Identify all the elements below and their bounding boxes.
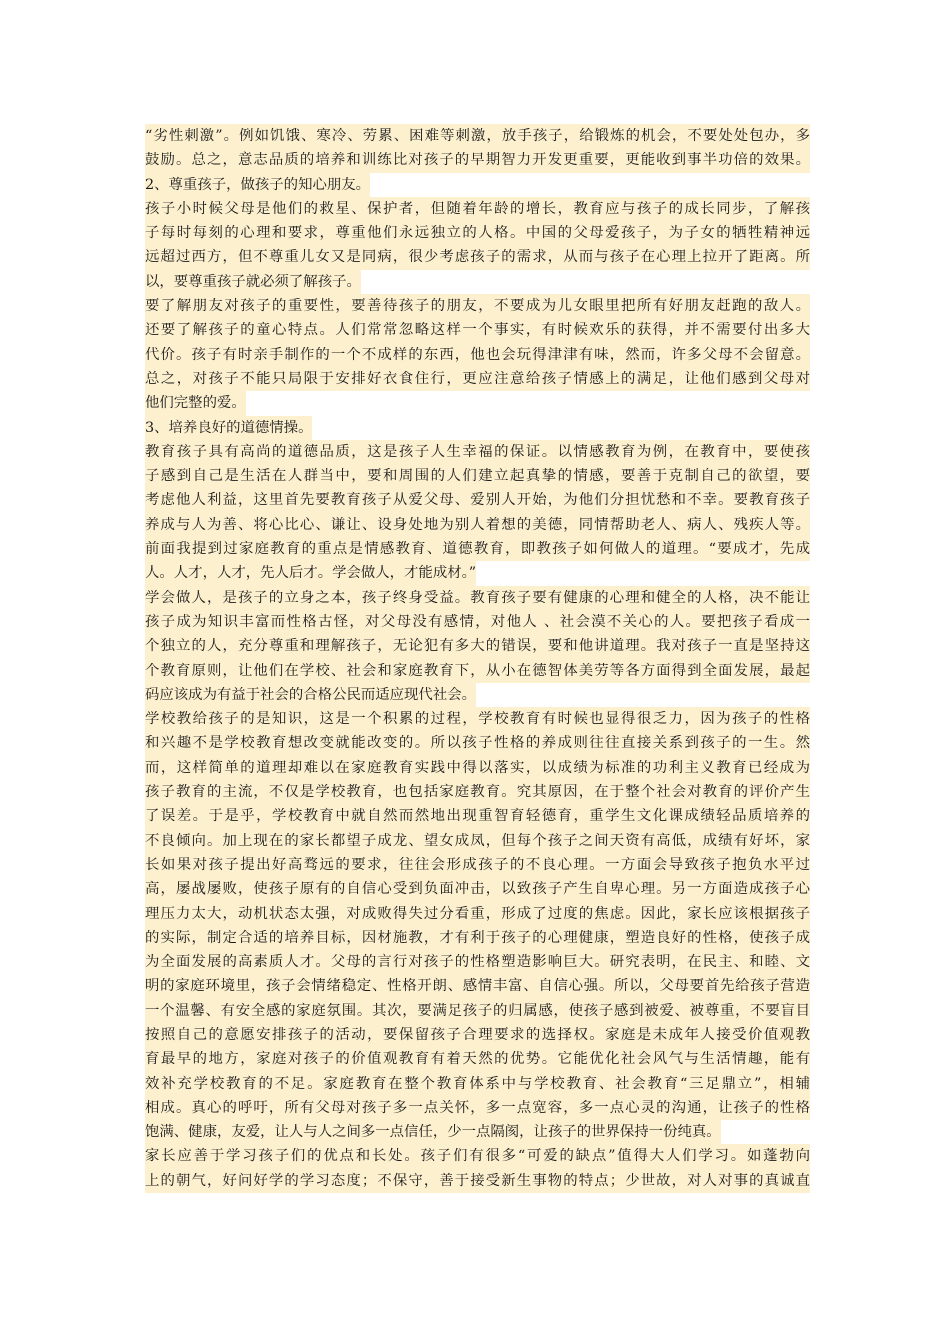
text-line [145, 245, 810, 269]
text-line [145, 148, 810, 172]
text-line [145, 731, 810, 755]
text-line [145, 853, 810, 877]
highlighted-text: 个独立的人，充分尊重和理解孩子，无论犯有多大的错误，要和他讲道理。我对孩子一直是坚持这 [145, 634, 810, 658]
text-line [145, 197, 810, 221]
highlighted-text: 孩子教育的主流，不仅是学校教育，也包括家庭教育。究其原因，在于整个社会对教育的评价产生 [145, 780, 810, 804]
text-line [145, 634, 810, 658]
text-line [145, 950, 810, 974]
text-line [145, 1096, 810, 1120]
highlighted-text: 2、尊重孩子，做孩子的知心朋友。 [145, 173, 370, 197]
highlighted-text: 饱满、健康，友爱，让人与人之间多一点信任，少一点隔阂，让孩子的世界保持一份纯真。 [145, 1120, 721, 1144]
highlighted-text: 还要了解孩子的童心特点。人们常常忽略这样一个事实，有时候欢乐的获得，并不需要付出多大 [145, 318, 810, 342]
highlighted-text: 孩子成为知识丰富而性格古怪，对父母没有感情，对他人 、社会漠不关心的人。要把孩子看成一 [145, 610, 810, 634]
highlighted-text: 长如果对孩子提出好高骛远的要求，往往会形成孩子的不良心理。一方面会导致孩子抱负水平过 [145, 853, 810, 877]
highlighted-text: 相成。真心的呼吁，所有父母对孩子多一点关怀，多一点宽容，多一点心灵的沟通，让孩子的性格 [145, 1096, 810, 1120]
highlighted-text: 码应该成为有益于社会的合格公民而适应现代社会。 [145, 683, 476, 707]
text-line [145, 999, 810, 1023]
text-line [145, 440, 810, 464]
highlighted-text: 鼓励。总之，意志品质的培养和训练比对孩子的早期智力开发更重要，更能收到事半功倍的效果。 [145, 148, 810, 172]
highlighted-text: 孩子小时候父母是他们的救星、保护者，但随着年龄的增长，教育应与孩子的成长同步，了解孩 [145, 197, 810, 221]
text-line [145, 318, 810, 342]
highlighted-text: 以，要尊重孩子就必须了解孩子。 [145, 270, 361, 294]
text-line [145, 1047, 810, 1071]
text-line [145, 804, 810, 828]
highlighted-text: 不良倾向。加上现在的家长都望子成龙、望女成凤，但每个孩子之间天资有高低，成绩有好坏，家 [145, 829, 810, 853]
text-line [145, 343, 810, 367]
text-line [145, 294, 810, 318]
highlighted-text: 教育孩子具有高尚的道德品质，这是孩子人生幸福的保证。以情感教育为例，在教育中，要使孩 [145, 440, 810, 464]
highlighted-text: 了误差。于是乎，学校教育中就自然而然地出现重智育轻德育，重学生文化课成绩轻品质培养的 [145, 804, 810, 828]
text-line [145, 756, 810, 780]
highlighted-text: 育最早的地方，家庭对孩子的价值观教育有着天然的优势。它能优化社会风气与生活情趣，能有 [145, 1047, 810, 1071]
highlighted-text: 为全面发展的高素质人才。父母的言行对孩子的性格塑造影响巨大。研究表明，在民主、和睦、文 [145, 950, 810, 974]
text-line [145, 1120, 810, 1144]
highlighted-text: 养成与人为善、将心比心、谦让、设身处地为别人着想的美德，同情帮助老人、病人、残疾人等。 [145, 513, 810, 537]
text-line [145, 416, 810, 440]
highlighted-text: 个教育原则，让他们在学校、社会和家庭教育下，从小在德智体美劳等各方面得到全面发展，最起 [145, 659, 810, 683]
text-line [145, 561, 810, 585]
highlighted-text: 而，这样简单的道理却难以在家庭教育实践中得以落实，以成绩为标准的功利主义教育已经成为 [145, 756, 810, 780]
text-line [145, 537, 810, 561]
text-line [145, 1144, 810, 1168]
highlighted-text: 和兴趣不是学校教育想改变就能改变的。所以孩子性格的养成则往往直接关系到孩子的一生。然 [145, 731, 810, 755]
text-line [145, 683, 810, 707]
text-line [145, 1072, 810, 1096]
highlighted-text: 一个温馨、有安全感的家庭氛围。其次，要满足孩子的归属感，使孩子感到被爱、被尊重，不要盲目 [145, 999, 810, 1023]
document-page [145, 124, 810, 1193]
text-line [145, 513, 810, 537]
highlighted-text: 要了解朋友对孩子的重要性，要善待孩子的朋友，不要成为儿女眼里把所有好朋友赶跑的敌人。 [145, 294, 810, 318]
text-line [145, 974, 810, 998]
highlighted-text: 子每时每刻的心理和要求，尊重他们永远独立的人格。中国的父母爱孩子，为子女的牺牲精神远 [145, 221, 810, 245]
highlighted-text: 学会做人，是孩子的立身之本，孩子终身受益。教育孩子要有健康的心理和健全的人格，决不能让 [145, 586, 810, 610]
text-line [145, 1169, 810, 1193]
text-line [145, 926, 810, 950]
text-line [145, 780, 810, 804]
highlighted-text: 远超过西方，但不尊重儿女又是同病，很少考虑孩子的需求，从而与孩子在心理上拉开了距离。所 [145, 245, 810, 269]
highlighted-text: “劣性刺激”。例如饥饿、寒冷、劳累、困难等刺激，放手孩子，给锻炼的机会，不要处处包办，多 [145, 124, 810, 148]
text-line [145, 877, 810, 901]
highlighted-text: 家长应善于学习孩子们的优点和长处。孩子们有很多“可爱的缺点”值得大人们学习。如蓬勃向 [145, 1144, 810, 1168]
text-line [145, 391, 810, 415]
text-line [145, 464, 810, 488]
highlighted-text: 的实际，制定合适的培养目标，因材施教，才有利于孩子的心理健康，塑造良好的性格，使孩子成 [145, 926, 810, 950]
text-line [145, 829, 810, 853]
highlighted-text: 按照自己的意愿安排孩子的活动，要保留孩子合理要求的选择权。家庭是未成年人接受价值观教 [145, 1023, 810, 1047]
highlighted-text: 效补充学校教育的不足。家庭教育在整个教育体系中与学校教育、社会教育“三足鼎立”，相辅 [145, 1072, 810, 1096]
text-line [145, 367, 810, 391]
text-line [145, 1023, 810, 1047]
text-line [145, 610, 810, 634]
text-line [145, 173, 810, 197]
highlighted-text: 前面我提到过家庭教育的重点是情感教育、道德教育，即教孩子如何做人的道理。“要成才，先成 [145, 537, 810, 561]
text-line [145, 221, 810, 245]
text-line [145, 124, 810, 148]
text-line [145, 270, 810, 294]
text-line [145, 488, 810, 512]
text-line [145, 659, 810, 683]
text-line [145, 707, 810, 731]
highlighted-text: 理压力太大，动机状态太强，对成败得失过分看重，形成了过度的焦虑。因此，家长应该根据孩子 [145, 902, 810, 926]
highlighted-text: 总之，对孩子不能只局限于安排好衣食住行，更应注意给孩子情感上的满足，让他们感到父母对 [145, 367, 810, 391]
highlighted-text: 他们完整的爱。 [145, 391, 246, 415]
highlighted-text: 高，屡战屡败，使孩子原有的自信心受到负面冲击，以致孩子产生自卑心理。另一方面造成孩子心 [145, 877, 810, 901]
highlighted-text: 上的朝气，好问好学的学习态度；不保守，善于接受新生事物的特点；少世故，对人对事的真诚直 [145, 1169, 810, 1193]
highlighted-text: 3、培养良好的道德情操。 [145, 416, 312, 440]
text-line [145, 586, 810, 610]
text-line [145, 902, 810, 926]
highlighted-text: 人。人才，人才，先人后才。学会做人，才能成材。” [145, 561, 476, 585]
highlighted-text: 子感到自己是生活在人群当中，要和周围的人们建立起真挚的情感，要善于克制自己的欲望，要 [145, 464, 810, 488]
highlighted-text: 代价。孩子有时亲手制作的一个不成样的东西，他也会玩得津津有味，然而，许多父母不会留意。 [145, 343, 810, 367]
highlighted-text: 考虑他人利益，这里首先要教育孩子从爱父母、爱别人开始，为他们分担忧愁和不幸。要教育孩子 [145, 488, 810, 512]
highlighted-text: 明的家庭环境里，孩子会情绪稳定、性格开朗、感情丰富、自信心强。所以，父母要首先给孩子营造 [145, 974, 810, 998]
highlighted-text: 学校教给孩子的是知识，这是一个积累的过程，学校教育有时候也显得很乏力，因为孩子的性格 [145, 707, 810, 731]
